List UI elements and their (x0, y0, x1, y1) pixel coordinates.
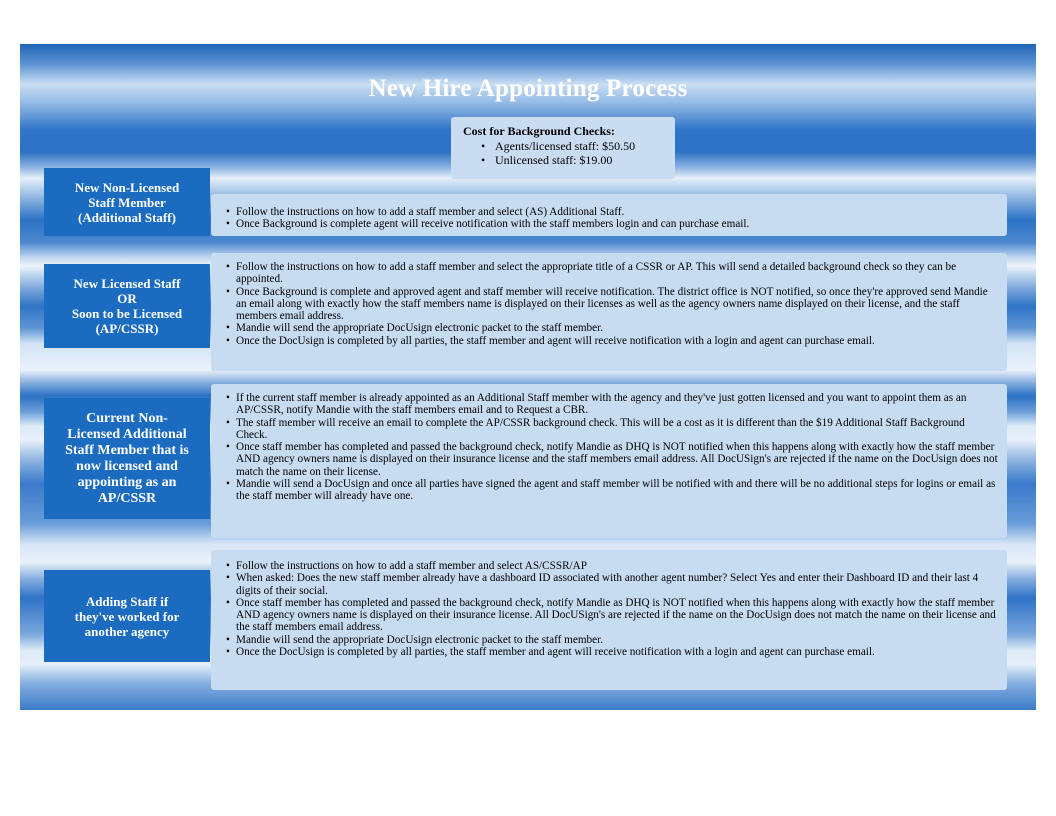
bullet-item: • When asked: Does the new staff member already have a dashboard ID associated with another agent number? Select Yes and enter their Dashboard ID and their last 4 digits of their social. (226, 572, 998, 597)
label-line: New Licensed Staff (73, 276, 181, 291)
bullet-item: • Once staff member has completed and passed the background check, notify Mandie as DHQ is NOT notified when this happens along with exactly how the staff member AND agency owners name is displayed on their insurance license. All DocUSign's are rejected if the name on the DocUsign does not match the name on their license and the staff members email address. (226, 597, 998, 634)
bullet-item: • Follow the instructions on how to add a staff member and select (AS) Additional Staff. (226, 206, 996, 218)
bullet-item: • Once staff member has completed and passed the background check, notify Mandie as DHQ is NOT notified when this happens along with exactly how the staff member AND agency owners name is displayed on their insurance license and the staff members email address. All DocUSign's are rejected if the name on the DocUsign does not match the name on their license. (226, 441, 998, 478)
bullet-item: • Once the DocUsign is completed by all parties, the staff member and agent will receive notification with a login and agent can purchase email. (226, 646, 998, 658)
bullet-item: • Once Background is complete and approved agent and staff member will receive notification. The district office is NOT notified, so once they're approved send Mandie an email along with exactly how the staff members name is displayed on their licenses as well as the agency owners name displayed on their license, and the staff members email address. (226, 286, 998, 323)
section-box-adding-staff (211, 550, 1007, 690)
section-label-current-non-licensed (44, 398, 210, 519)
label-line: appointing as an (77, 474, 177, 490)
label-line: (Additional Staff) (78, 209, 176, 225)
bullet-item: • The staff member will receive an email to complete the AP/CSSR background check. This will be a cost as it is different than the $19 Additional Staff Background Check. (226, 417, 998, 442)
cost-heading: Cost for Background Checks: (463, 124, 615, 138)
section-box-non-licensed (211, 194, 1007, 236)
cost-box (451, 117, 675, 179)
bullet-item: • Once Background is complete agent will receive notification with the staff members login and can purchase email. (226, 218, 996, 230)
label-line: Staff Member (88, 194, 166, 210)
bullet-item: • Follow the instructions on how to add a staff member and select AS/CSSR/AP (226, 560, 998, 572)
label-line: now licensed and (76, 458, 178, 474)
label-line: Current Non- (86, 410, 168, 426)
process-panel (20, 44, 1036, 710)
bullet-item: • Mandie will send the appropriate DocUsign electronic packet to the staff member. (226, 322, 998, 334)
section-box-current-non-licensed (211, 384, 1007, 538)
label-line: AP/CSSR (97, 490, 157, 506)
bullet-item: • Mandie will send a DocUsign and once all parties have signed the agent and staff member will be notified with and there will be no additional steps for logins or email as the staff member will already have one. (226, 478, 998, 503)
cost-item: • Agents/licensed staff: $50.50 (481, 139, 635, 153)
section-label-adding-staff (44, 570, 210, 662)
label-line: Licensed Additional (67, 426, 187, 442)
label-line: they've worked for (74, 608, 180, 624)
label-line: Adding Staff if (85, 593, 169, 609)
cost-list (481, 139, 635, 167)
label-line: OR (117, 291, 137, 306)
bullet-item: • Once the DocUsign is completed by all parties, the staff member and agent will receive notification with a login and agent can purchase email. (226, 335, 998, 347)
label-line: Staff Member that is (65, 442, 189, 458)
bullet-item: • Follow the instructions on how to add a staff member and select the appropriate title of a CSSR or AP. This will send a detailed background check so they can be appointed. (226, 261, 998, 286)
section-label-non-licensed (44, 168, 210, 236)
section-box-licensed (211, 253, 1007, 371)
bullet-item: • Mandie will send the appropriate DocUsign electronic packet to the staff member. (226, 634, 998, 646)
bullet-item: • If the current staff member is already appointed as an Additional Staff member with the agency and they've just gotten licensed and you want to appoint them as an AP/CSSR, notify Mandie with the staff members email and to Request a CBR. (226, 392, 998, 417)
label-line: (AP/CSSR) (95, 321, 159, 336)
label-line: New Non-Licensed (74, 179, 180, 195)
page-title: New Hire Appointing Process (368, 75, 688, 102)
label-line: another agency (84, 623, 170, 639)
section-label-licensed (44, 264, 210, 348)
cost-item: • Unlicensed staff: $19.00 (481, 153, 635, 167)
label-line: Soon to be Licensed (71, 306, 183, 321)
